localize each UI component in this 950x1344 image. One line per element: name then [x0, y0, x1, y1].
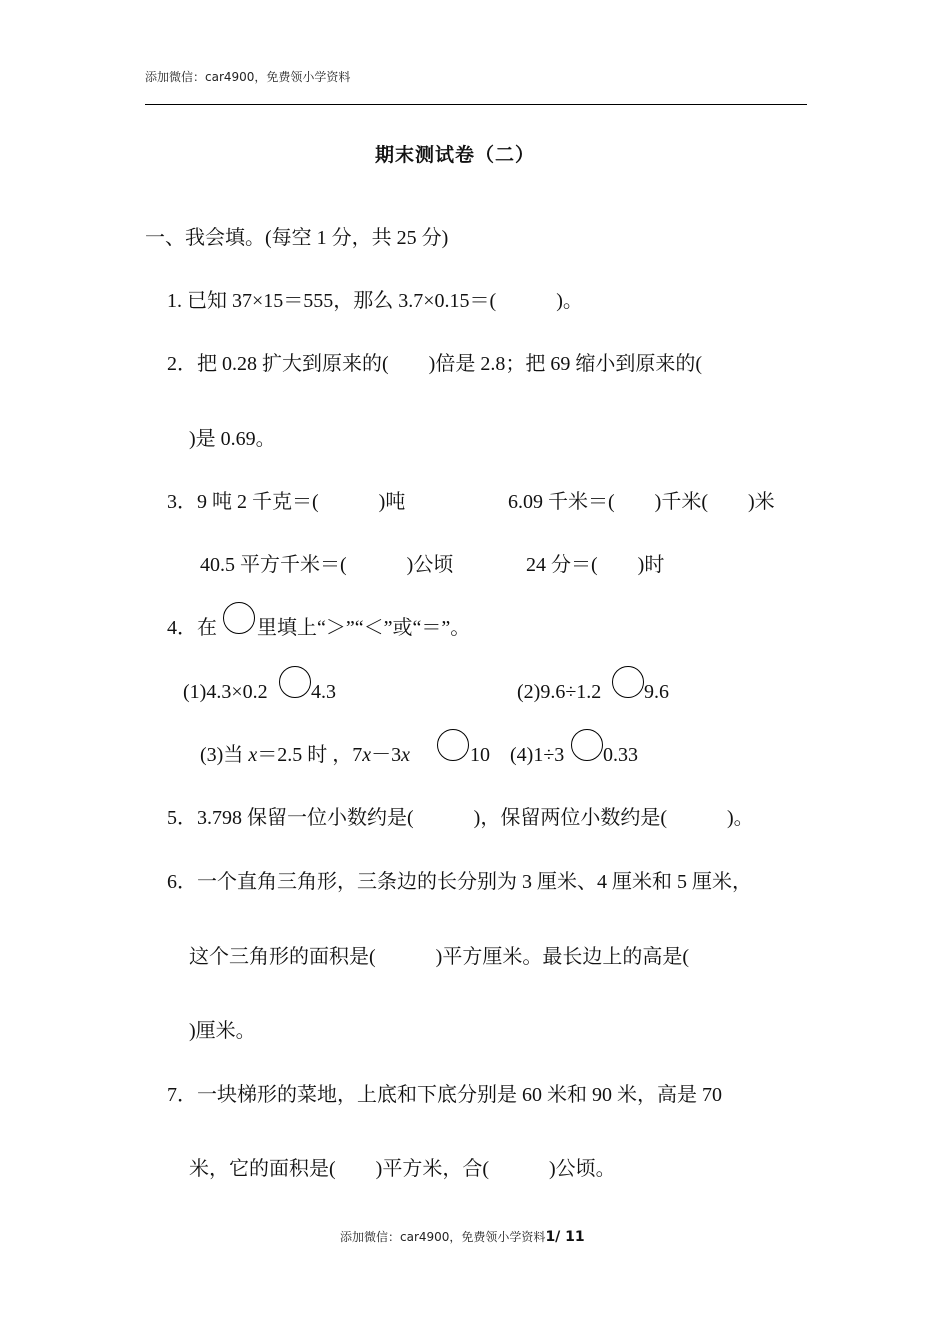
page-number: 1/ 11: [545, 1229, 585, 1245]
question-4-3-right: 10: [470, 744, 490, 766]
variable-x: x: [248, 744, 258, 766]
question-6-line-2: 这个三角形的面积是( )平方厘米。最长边上的高是(: [189, 946, 689, 968]
q4-3-condition: ＝2.5 时 ，7: [257, 744, 363, 766]
question-7-line-2: 米，它的面积是( )平方米，合( )公顷。: [189, 1158, 616, 1180]
question-3-part-b: 6.09 千米＝( )千米( )米: [508, 491, 775, 513]
compare-circle-3[interactable]: [437, 729, 469, 761]
question-3-part-d: 24 分＝( )时: [526, 554, 665, 576]
question-4-4-left: (4)1÷3: [510, 744, 565, 766]
q4-3-prefix: (3)当: [200, 744, 249, 766]
question-4-2-left: (2)9.6÷1.2: [517, 681, 602, 703]
section-heading: 一、我会填。(每空 1 分，共 25 分): [145, 227, 449, 249]
header-divider: [145, 104, 807, 105]
question-4-prefix: 4．在: [167, 617, 217, 639]
question-4-4-right: 0.33: [603, 744, 638, 766]
question-6-line-1: 6．一个直角三角形，三条边的长分别为 3 厘米、4 厘米和 5 厘米，: [167, 871, 752, 893]
page-title: 期末测试卷（二）: [375, 144, 536, 166]
question-3-part-a: 3．9 吨 2 千克＝( )吨: [167, 491, 406, 513]
footer: [340, 1228, 585, 1246]
question-4-1-left: (1)4.3×0.2: [183, 681, 268, 703]
footer-note: 添加微信：car4900，免费领小学资料: [340, 1230, 546, 1244]
question-3-part-c: 40.5 平方千米＝( )公顷: [200, 554, 454, 576]
compare-circle-2[interactable]: [612, 666, 644, 698]
question-6-line-3: )厘米。: [189, 1020, 256, 1042]
question-2-line-1: 2．把 0.28 扩大到原来的( )倍是 2.8；把 69 缩小到原来的(: [167, 353, 702, 375]
compare-circle-1[interactable]: [279, 666, 311, 698]
compare-circle-sample: [223, 602, 255, 634]
variable-x: x: [401, 744, 410, 766]
question-5: 5．3.798 保留一位小数约是( )，保留两位小数约是( )。: [167, 807, 754, 829]
question-4-3-text: [200, 743, 410, 767]
compare-circle-4[interactable]: [571, 729, 603, 761]
question-1: 1. 已知 37×15＝555，那么 3.7×0.15＝( )。: [167, 290, 583, 312]
question-2-line-2: )是 0.69。: [189, 428, 276, 450]
header-note: 添加微信：car4900，免费领小学资料: [145, 70, 351, 84]
question-4-1-right: 4.3: [311, 681, 336, 703]
q4-3-minus: －3: [371, 744, 402, 766]
question-4-instruction: 里填上“＞”“＜”或“＝”。: [257, 617, 471, 639]
question-4-2-right: 9.6: [644, 681, 669, 703]
variable-x: x: [362, 744, 372, 766]
question-7-line-1: 7．一块梯形的菜地，上底和下底分别是 60 米和 90 米，高是 70: [167, 1084, 722, 1106]
